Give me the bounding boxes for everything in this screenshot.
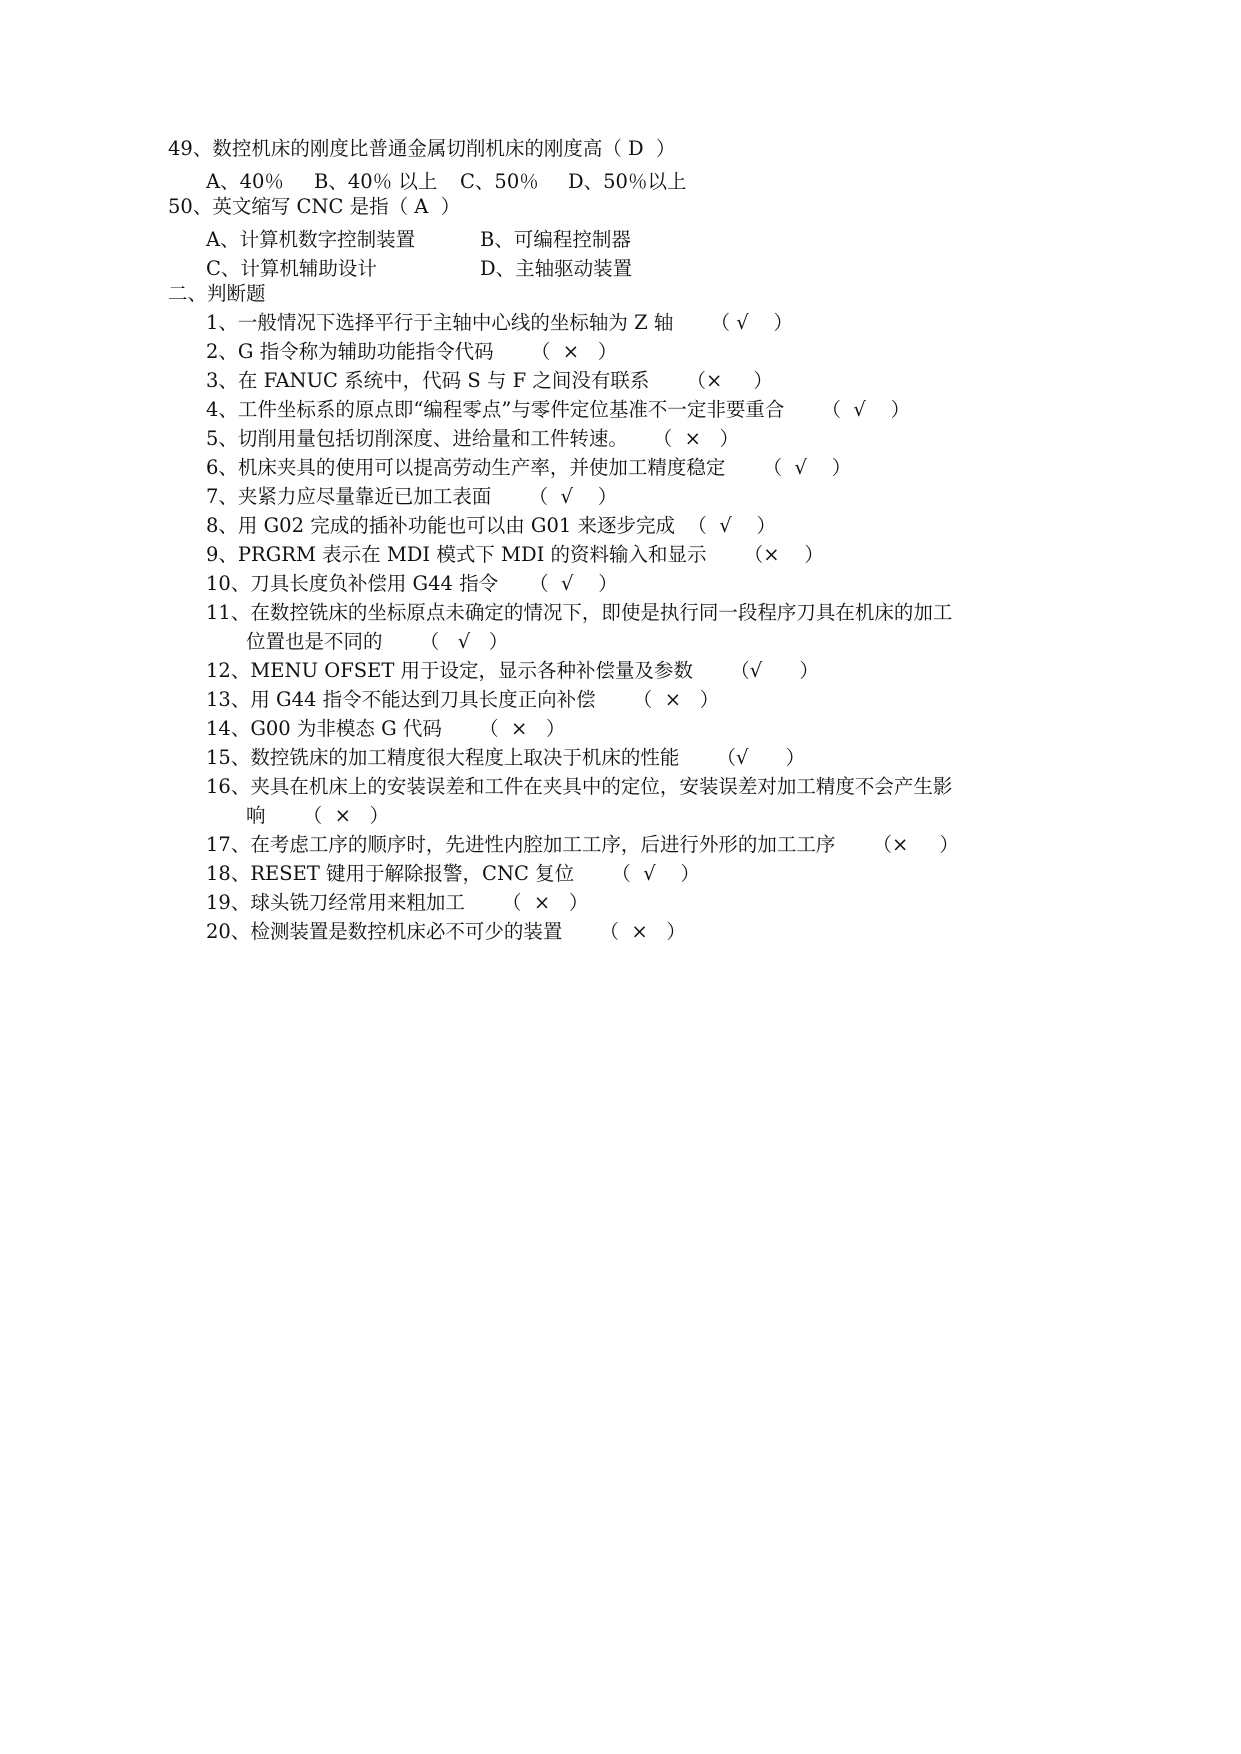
question-50-option-b: B、可编程控制器 [480,228,631,251]
judgment-item: 15、数控铣床的加工精度很大程度上取决于机床的性能 （√ ） [206,746,806,769]
judgment-item: 9、PRGRM 表示在 MDI 模式下 MDI 的资料输入和显示 （× ） [206,543,824,566]
judgment-item: 12、MENU OFSET 用于设定，显示各种补偿量及参数 （√ ） [206,659,819,682]
judgment-item: 20、检测装置是数控机床必不可少的装置 （ × ） [206,920,686,943]
judgment-item: 11、在数控铣床的坐标原点未确定的情况下，即使是执行同一段程序刀具在机床的加工 [206,601,953,624]
question-49-option-c: C、50％ [460,170,539,193]
judgment-item: 8、用 G02 完成的插补功能也可以由 G01 来逐步完成 （ √ ） [206,514,776,537]
judgment-item: 2、G 指令称为辅助功能指令代码 （ × ） [206,340,618,363]
judgment-item: 5、切削用量包括切削深度、进给量和工件转速。 （ × ） [206,427,740,450]
judgment-item: 17、在考虑工序的顺序时，先进性内腔加工工序，后进行外形的加工工序 （× ） [206,833,959,856]
judgment-item: 4、工件坐标系的原点即“编程零点”与零件定位基准不一定非要重合 （ √ ） [206,398,911,421]
judgment-item: 13、用 G44 指令不能达到刀具长度正向补偿 （ × ） [206,688,720,711]
question-50-option-d: D、主轴驱动装置 [480,257,633,280]
judgment-item-continuation: 位置也是不同的 （ √ ） [246,630,509,653]
judgment-item: 1、一般情况下选择平行于主轴中心线的坐标轴为 Z 轴 （ √ ） [206,311,793,334]
judgment-item: 14、G00 为非模态 G 代码 （ × ） [206,717,566,740]
question-50-stem: 50、英文缩写 CNC 是指（ A ） [168,195,461,218]
judgment-item: 6、机床夹具的使用可以提高劳动生产率，并使加工精度稳定 （ √ ） [206,456,852,479]
question-49-stem: 49、数控机床的刚度比普通金属切削机床的刚度高（ D ） [168,137,676,160]
question-50-option-c: C、计算机辅助设计 [206,257,377,280]
question-50-option-a: A、计算机数字控制装置 [206,228,416,251]
judgment-item-continuation: 响 （ × ） [246,804,390,827]
judgment-item: 3、在 FANUC 系统中，代码 S 与 F 之间没有联系 （× ） [206,369,773,392]
question-49-option-b: B、40％ 以上 [314,170,438,193]
judgment-item: 19、球头铣刀经常用来粗加工 （ × ） [206,891,589,914]
judgment-item: 16、夹具在机床上的安装误差和工件在夹具中的定位，安装误差对加工精度不会产生影 [206,775,953,798]
judgment-item: 7、夹紧力应尽量靠近已加工表面 （ √ ） [206,485,618,508]
judgment-item: 18、RESET 键用于解除报警，CNC 复位 （ √ ） [206,862,700,885]
question-49-option-a: A、40％ [206,170,284,193]
judgment-item: 10、刀具长度负补偿用 G44 指令 （ √ ） [206,572,618,595]
section-title: 二、判断题 [168,282,266,305]
question-49-option-d: D、50％以上 [568,170,687,193]
